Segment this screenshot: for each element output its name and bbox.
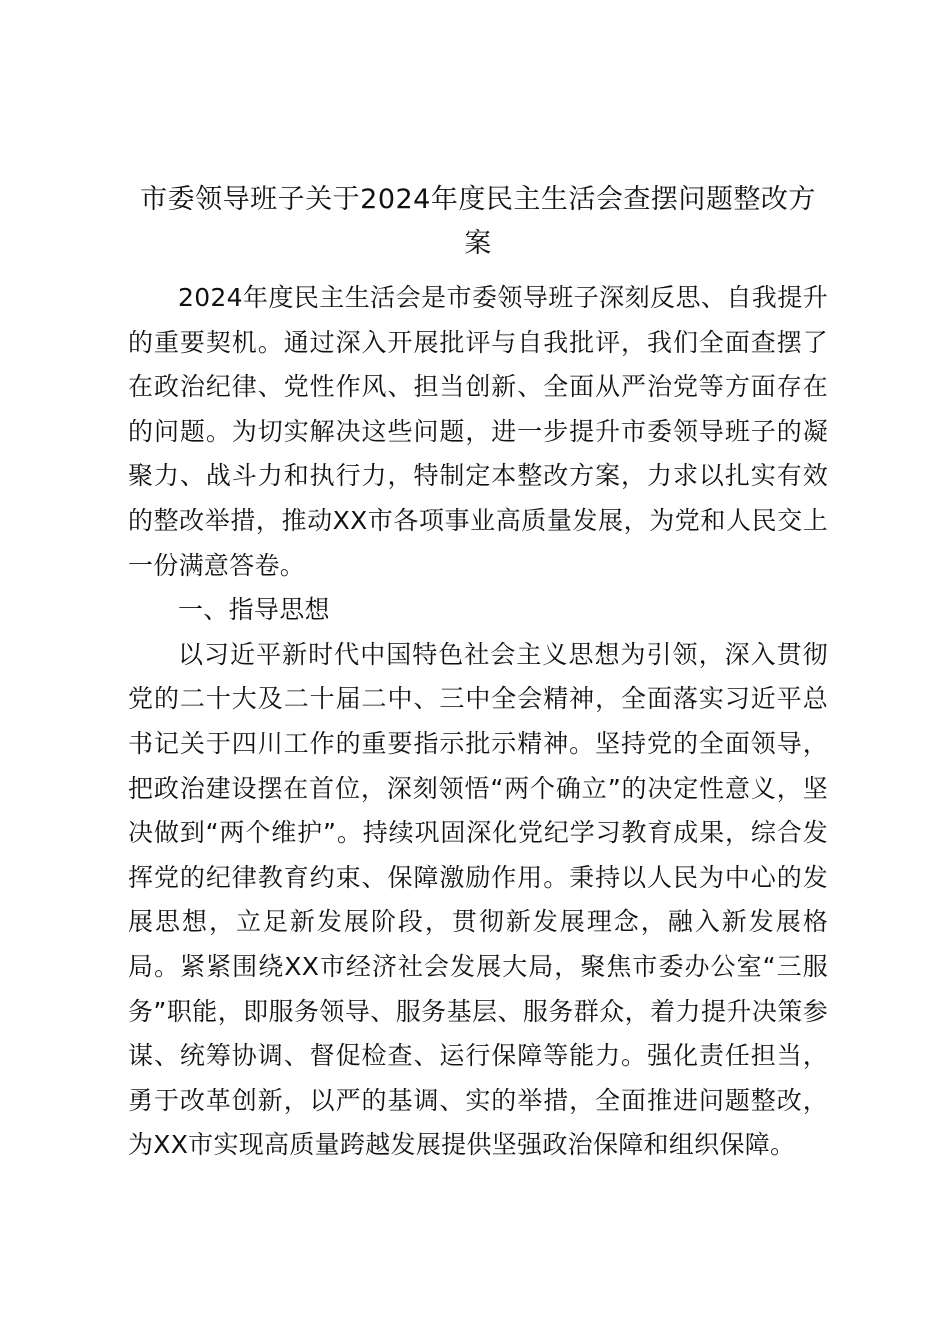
- document-body: [128, 276, 828, 1168]
- document-title: 市委领导班子关于2024年度民主生活会查摆问题整改方案: [140, 184, 816, 259]
- intro-paragraph: 2024年度民主生活会是市委领导班子深刻反思、自我提升的重要契机。通过深入开展批评与自我批评，我们全面查摆了在政治纪律、党性作风、担当创新、全面从严治党等方面存在的问题。为切实解决这些问题，进一步提升市委领导班子的凝聚力、战斗力和执行力，特制定本整改方案，力求以扎实有效的整改举措，推动XX市各项事业高质量发展，为党和人民交上一份满意答卷。: [128, 283, 828, 580]
- section-heading-guiding-ideology: 一、指导思想: [178, 595, 330, 625]
- section-paragraph-guiding-ideology: 以习近平新时代中国特色社会主义思想为引领，深入贯彻党的二十大及二十届二中、三中全会精神，全面落实习近平总书记关于四川工作的重要指示批示精神。坚持党的全面领导，把政治建设摆在首位，深刻领悟“两个确立”的决定性意义，坚决做到“两个维护”。持续巩固深化党纪学习教育成果，综合发挥党的纪律教育约束、保障激励作用。秉持以人民为中心的发展思想，立足新发展阶段，贯彻新发展理念，融入新发展格局。紧紧围绕XX市经济社会发展大局，聚焦市委办公室“三服务”职能，即服务领导、服务基层、服务群众，着力提升决策参谋、统筹协调、督促检查、运行保障等能力。强化责任担当，勇于改革创新，以严的基调、实的举措，全面推进问题整改，为XX市实现高质量跨越发展提供坚强政治保障和组织保障。: [128, 639, 828, 1160]
